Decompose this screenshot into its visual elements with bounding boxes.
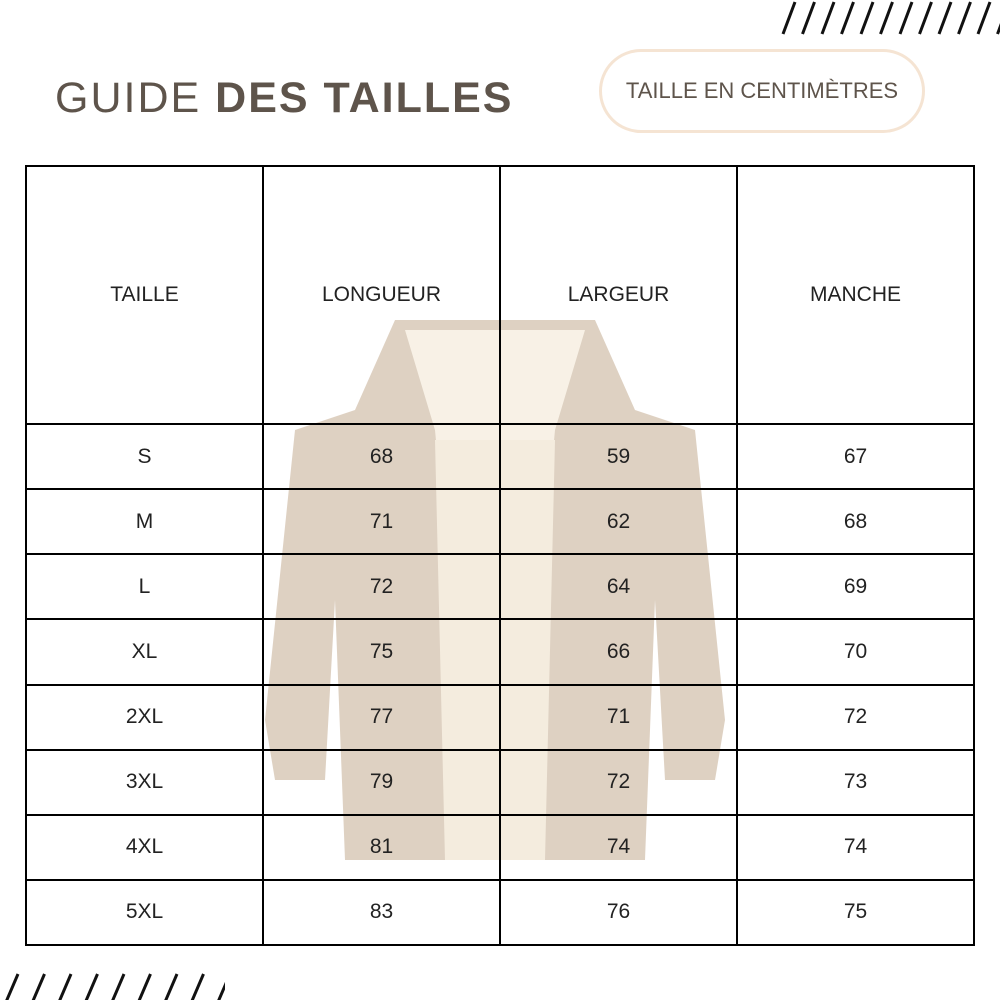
slash-mark bbox=[861, 2, 873, 34]
table-cell: 81 bbox=[263, 815, 500, 880]
column-header: MANCHE bbox=[737, 166, 974, 424]
slash-mark bbox=[192, 974, 204, 1000]
table-cell: 62 bbox=[500, 489, 737, 554]
slash-mark bbox=[803, 2, 815, 34]
table-cell: 66 bbox=[500, 619, 737, 684]
slash-mark bbox=[6, 974, 18, 1000]
slash-mark bbox=[783, 2, 795, 34]
decorative-slashes-bottom bbox=[0, 972, 225, 1000]
page-title bbox=[55, 74, 513, 123]
table-cell: 68 bbox=[737, 489, 974, 554]
table-row bbox=[26, 424, 974, 489]
slash-mark bbox=[881, 2, 893, 34]
slash-mark bbox=[900, 2, 912, 34]
table-cell: 3XL bbox=[26, 750, 263, 815]
slash-mark bbox=[139, 974, 151, 1000]
table-cell: 67 bbox=[737, 424, 974, 489]
table-cell: 71 bbox=[263, 489, 500, 554]
table-cell: L bbox=[26, 554, 263, 619]
table-row bbox=[26, 750, 974, 815]
slash-mark bbox=[920, 2, 932, 34]
table-cell: 69 bbox=[737, 554, 974, 619]
table-cell: 72 bbox=[737, 685, 974, 750]
table-cell: 4XL bbox=[26, 815, 263, 880]
table-row bbox=[26, 489, 974, 554]
table-cell: 64 bbox=[500, 554, 737, 619]
table-header-row bbox=[26, 166, 974, 424]
slash-mark bbox=[59, 974, 71, 1000]
table-cell: XL bbox=[26, 619, 263, 684]
table-cell: 75 bbox=[737, 880, 974, 945]
table-cell: 71 bbox=[500, 685, 737, 750]
table-row bbox=[26, 685, 974, 750]
table-cell: 79 bbox=[263, 750, 500, 815]
slash-mark bbox=[978, 2, 990, 34]
slash-mark bbox=[112, 974, 124, 1000]
slash-mark bbox=[218, 974, 225, 1000]
table-cell: 83 bbox=[263, 880, 500, 945]
table-cell: S bbox=[26, 424, 263, 489]
table-cell: 72 bbox=[263, 554, 500, 619]
table-cell: 68 bbox=[263, 424, 500, 489]
decorative-slashes-top bbox=[775, 0, 1000, 36]
size-table bbox=[25, 165, 975, 946]
slash-mark bbox=[33, 974, 45, 1000]
table-row bbox=[26, 880, 974, 945]
slash-mark bbox=[842, 2, 854, 34]
table-cell: 59 bbox=[500, 424, 737, 489]
table-cell: 70 bbox=[737, 619, 974, 684]
table-cell: 74 bbox=[737, 815, 974, 880]
title-light: GUIDE bbox=[55, 74, 202, 122]
table-row bbox=[26, 554, 974, 619]
table-cell: 5XL bbox=[26, 880, 263, 945]
column-header: TAILLE bbox=[26, 166, 263, 424]
table-cell: M bbox=[26, 489, 263, 554]
table-cell: 77 bbox=[263, 685, 500, 750]
slash-mark bbox=[165, 974, 177, 1000]
slash-mark bbox=[959, 2, 971, 34]
table-cell: 72 bbox=[500, 750, 737, 815]
table-cell: 75 bbox=[263, 619, 500, 684]
table-cell: 73 bbox=[737, 750, 974, 815]
table-row bbox=[26, 619, 974, 684]
table-cell: 2XL bbox=[26, 685, 263, 750]
table-cell: 74 bbox=[500, 815, 737, 880]
title-bold: DES TAILLES bbox=[215, 74, 514, 122]
slash-mark bbox=[939, 2, 951, 34]
slash-mark bbox=[86, 974, 98, 1000]
slash-mark bbox=[822, 2, 834, 34]
column-header: LONGUEUR bbox=[263, 166, 500, 424]
table-cell: 76 bbox=[500, 880, 737, 945]
unit-badge: TAILLE EN CENTIMÈTRES bbox=[599, 49, 925, 133]
column-header: LARGEUR bbox=[500, 166, 737, 424]
table-row bbox=[26, 815, 974, 880]
